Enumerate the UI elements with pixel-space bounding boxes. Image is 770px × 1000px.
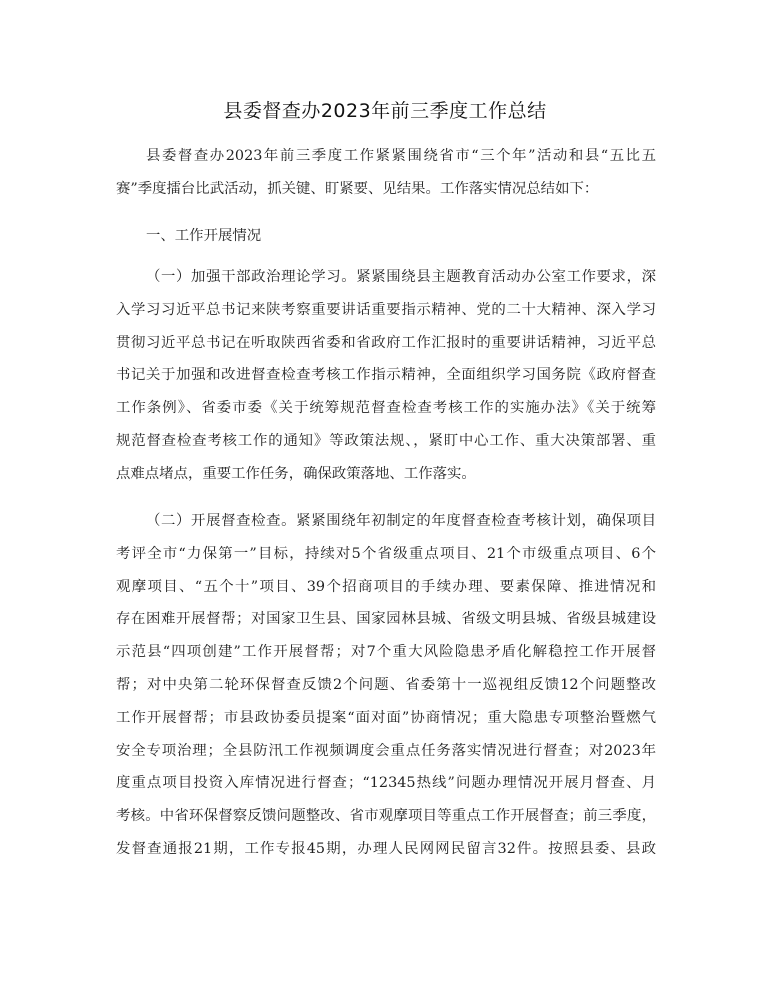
text-line: 一、工作开展情况 [146, 228, 262, 244]
text-line: 考评全市“力保第一”目标，持续对5个省级重点项目、21个市级重点项目、6个 [116, 545, 656, 562]
text-line: 规范督查检查考核工作的通知》等政策法规、，紧盯中心工作、重大决策部署、重 [116, 432, 656, 449]
text-line: 县委督查办2023年前三季度工作紧紧围绕省市“三个年”活动和县“五比五 [146, 148, 656, 164]
text-line: 帮；对中央第二轮环保督查反馈2个问题、省委第十一巡视组反馈12个问题整改 [116, 676, 656, 693]
text-line: 发督查通报21期，工作专报45期，办理人民网网民留言32件。按照县委、县政 [116, 840, 656, 857]
document-title: 县委督查办2023年前三季度工作总结 [223, 100, 547, 122]
section-heading [116, 220, 656, 253]
text-line: 工作条例》、省委市委《关于统筹规范督查检查考核工作的实施办法》《关于统筹 [116, 400, 656, 417]
text-line: 书记关于加强和改进督查检查考核工作指示精神，全面组织学习国务院《政府督查 [116, 367, 656, 384]
text-line: 示范县“四项创建”工作开展督帮；对7个重大风险隐患矛盾化解稳控工作开展督 [116, 644, 656, 661]
text-line: 赛”季度擂台比武活动，抓关键、盯紧要、见结果。工作落实情况总结如下： [116, 180, 599, 197]
text-line: 存在困难开展督帮；对国家卫生县、国家园林县城、省级文明县城、省级县城建设 [116, 611, 656, 628]
text-line: 贯彻习近平总书记在听取陕西省委和省政府工作汇报时的重要讲话精神，习近平总 [116, 334, 656, 351]
intro-paragraph [116, 140, 656, 206]
subsection-paragraph-2 [116, 505, 656, 866]
text-line: （一）加强干部政治理论学习。紧紧围绕县主题教育活动办公室工作要求，深 [146, 269, 656, 285]
text-line: 观摩项目、“五个十”项目、39个招商项目的手续办理、要素保障、推进情况和 [116, 578, 656, 595]
text-line: 入学习习近平总书记来陕考察重要讲话重要指示精神、党的二十大精神、深入学习 [116, 301, 656, 318]
text-line: 度重点项目投资入库情况进行督查；“12345热线”问题办理情况开展月督查、月 [116, 775, 656, 792]
text-line: 安全专项治理；全县防汛工作视频调度会重点任务落实情况进行督查；对2023年 [116, 742, 656, 759]
text-line: 工作开展督帮；市县政协委员提案“面对面”协商情况；重大隐患专项整治暨燃气 [116, 709, 656, 726]
text-line: 考核。中省环保督察反馈问题整改、省市观摩项目等重点工作开展督查；前三季度， [116, 808, 656, 825]
subsection-paragraph-1 [116, 261, 656, 491]
text-line: 点难点堵点，重要工作任务，确保政策落地、工作落实。 [116, 465, 476, 482]
text-line: （二）开展督查检查。紧紧围绕年初制定的年度督查检查考核计划，确保项目 [146, 513, 656, 529]
